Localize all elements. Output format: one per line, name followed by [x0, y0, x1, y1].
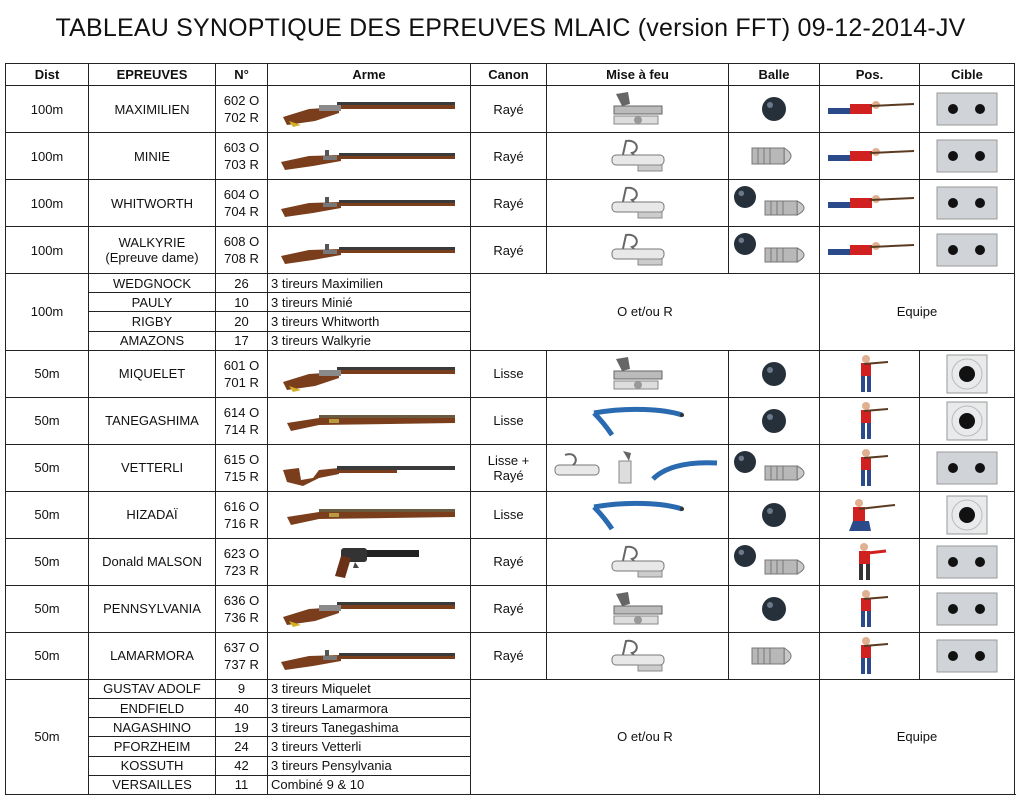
canon-type: Rayé	[493, 195, 524, 211]
single-target-icon	[946, 401, 988, 441]
target-cell	[920, 227, 1015, 274]
weapon-cell	[268, 632, 471, 679]
flintlock-rifle-icon	[279, 589, 459, 629]
event-numbers	[216, 350, 268, 397]
double-target-icon	[936, 92, 998, 126]
event-numbers	[216, 227, 268, 274]
percussion-rifle-icon	[279, 636, 459, 676]
position-cell	[820, 227, 920, 274]
ball-cell	[729, 350, 820, 397]
ignition-cell	[547, 397, 729, 444]
team-event-desc: 3 tireurs Walkyrie	[268, 331, 471, 350]
number-replica: 715 R	[224, 468, 259, 484]
number-original: 614 O	[223, 404, 260, 420]
canon-type: Lisse +	[487, 452, 530, 468]
percussion-icon	[608, 231, 668, 269]
position-cell	[820, 491, 920, 538]
team-event-desc: 3 tireurs Pensylvania	[268, 756, 471, 775]
team-canon: O et/ou R	[471, 679, 820, 794]
ball-and-bullet-icon	[731, 232, 817, 268]
position-cell	[820, 86, 920, 133]
distance: 100m	[6, 227, 89, 274]
double-target-icon	[936, 451, 998, 485]
ball-cell	[729, 86, 820, 133]
distance: 100m	[6, 86, 89, 133]
team-event-desc: Combiné 9 & 10	[268, 775, 471, 794]
number-original: 608 O	[223, 234, 260, 249]
weapon-cell	[268, 444, 471, 491]
event-name: PENNSYLVANIA	[103, 601, 201, 617]
event-name: MINIE	[133, 148, 171, 164]
team-event-number: 9	[216, 679, 268, 698]
ball-and-bullet-icon	[731, 544, 817, 580]
weapon-cell	[268, 538, 471, 585]
col-cible: Cible	[920, 64, 1015, 86]
minie-bullet-icon	[734, 638, 814, 674]
event-numbers	[216, 585, 268, 632]
team-event-number: 42	[216, 756, 268, 775]
event-row	[6, 444, 1015, 491]
event-name-cell	[89, 491, 216, 538]
team-canon: O et/ou R	[471, 274, 820, 351]
team-event-desc: 3 tireurs Minié	[268, 293, 471, 312]
prone-position-icon	[822, 188, 918, 218]
ignition-cell	[547, 585, 729, 632]
event-name-cell	[89, 350, 216, 397]
event-row	[6, 180, 1015, 227]
ball-and-bullet-icon	[731, 185, 817, 221]
distance: 50m	[6, 585, 89, 632]
team-event-name: GUSTAV ADOLF	[89, 679, 216, 698]
canon-type: Lisse	[493, 413, 524, 429]
number-replica: 723 R	[224, 562, 259, 578]
ball-cell	[729, 180, 820, 227]
number-original: 623 O	[223, 545, 260, 561]
canon-type: Rayé	[493, 601, 524, 617]
canon-type: Lisse	[493, 366, 524, 382]
ignition-cell	[547, 86, 729, 133]
canon-cell	[471, 538, 547, 585]
team-event-desc: 3 tireurs Tanegashima	[268, 718, 471, 737]
prone-position-icon	[822, 141, 918, 171]
team-event-name: NAGASHINO	[89, 718, 216, 737]
flintlock-icon	[608, 355, 668, 393]
event-name-cell	[89, 585, 216, 632]
event-name: MAXIMILIEN	[114, 101, 190, 117]
ball-cell	[729, 585, 820, 632]
team-event-number: 11	[216, 775, 268, 794]
header-row	[6, 64, 1015, 86]
col-epreuves: EPREUVES	[89, 64, 216, 86]
percussion-rifle-icon	[279, 136, 459, 176]
ignition-cell	[547, 180, 729, 227]
number-replica: 736 R	[224, 609, 259, 625]
weapon-cell	[268, 585, 471, 632]
event-row	[6, 632, 1015, 679]
event-name: TANEGASHIMA	[105, 413, 199, 429]
event-name: MIQUELET	[118, 366, 186, 382]
event-name: WHITWORTH	[110, 195, 194, 211]
target-cell	[920, 632, 1015, 679]
position-cell	[820, 632, 920, 679]
weapon-cell	[268, 133, 471, 180]
ball-cell	[729, 397, 820, 444]
weapon-cell	[268, 350, 471, 397]
number-original: 602 O	[223, 93, 260, 108]
distance: 50m	[6, 444, 89, 491]
number-original: 615 O	[223, 451, 260, 467]
double-target-icon	[936, 186, 998, 220]
team-row	[6, 679, 1015, 698]
number-original: 603 O	[223, 140, 260, 155]
schuetzen-rifle-icon	[279, 448, 459, 488]
prone-position-icon	[822, 235, 918, 265]
number-original: 637 O	[223, 639, 260, 655]
single-target-icon	[946, 354, 988, 394]
event-name: Donald MALSON	[102, 554, 202, 570]
canon-cell	[471, 444, 547, 491]
position-cell	[820, 133, 920, 180]
ignition-cell	[547, 491, 729, 538]
canon-type-2: Rayé	[493, 467, 524, 483]
event-numbers	[216, 397, 268, 444]
team-event-number: 20	[216, 312, 268, 331]
percussion-icon	[608, 637, 668, 675]
ball-cell	[729, 227, 820, 274]
position-cell	[820, 444, 920, 491]
number-replica: 708 R	[224, 251, 259, 266]
revolver-icon	[279, 542, 459, 582]
canon-type: Rayé	[493, 242, 524, 258]
canon-cell	[471, 585, 547, 632]
kneeling-position-icon	[843, 495, 897, 535]
flintlock-icon	[608, 590, 668, 628]
event-name: VETTERLI	[120, 460, 184, 476]
event-numbers	[216, 632, 268, 679]
distance: 50m	[6, 538, 89, 585]
team-event-desc: 3 tireurs Miquelet	[268, 679, 471, 698]
team-event-number: 19	[216, 718, 268, 737]
target-cell	[920, 444, 1015, 491]
ball-cell	[729, 491, 820, 538]
event-name-cell	[89, 444, 216, 491]
team-event-name: RIGBY	[89, 312, 216, 331]
percussion-icon	[608, 137, 668, 175]
ignition-cell	[547, 350, 729, 397]
event-row	[6, 86, 1015, 133]
team-row	[6, 274, 1015, 293]
ignition-cell	[547, 227, 729, 274]
col-mise-a-feu: Mise à feu	[547, 64, 729, 86]
standing-position-icon	[850, 589, 890, 629]
flintlock-rifle-icon	[279, 89, 459, 129]
number-replica: 716 R	[224, 515, 259, 531]
canon-cell	[471, 86, 547, 133]
page-title: TABLEAU SYNOPTIQUE DES EPREUVES MLAIC (version FFT) 09-12-2014-JV	[55, 14, 966, 42]
canon-cell	[471, 632, 547, 679]
double-target-icon	[936, 233, 998, 267]
event-numbers	[216, 86, 268, 133]
matchcord-icon	[588, 405, 688, 437]
weapon-cell	[268, 86, 471, 133]
target-cell	[920, 538, 1015, 585]
event-row	[6, 133, 1015, 180]
target-cell	[920, 585, 1015, 632]
double-target-icon	[936, 639, 998, 673]
position-cell	[820, 585, 920, 632]
distance: 50m	[6, 350, 89, 397]
flintlock-icon	[608, 90, 668, 128]
percussion-rifle-icon	[279, 230, 459, 270]
distance: 50m	[6, 679, 89, 794]
event-row	[6, 538, 1015, 585]
ignition-cell	[547, 538, 729, 585]
event-row	[6, 227, 1015, 274]
canon-type: Rayé	[493, 554, 524, 570]
distance: 50m	[6, 632, 89, 679]
matchlock-icon	[279, 401, 459, 441]
team-event-name: PFORZHEIM	[89, 737, 216, 756]
number-replica: 701 R	[224, 374, 259, 390]
matchlock-icon	[279, 495, 459, 535]
col-balle: Balle	[729, 64, 820, 86]
event-row	[6, 585, 1015, 632]
ignition-cell	[547, 133, 729, 180]
canon-cell	[471, 133, 547, 180]
canon-cell	[471, 397, 547, 444]
double-target-icon	[936, 592, 998, 626]
standing-position-icon	[850, 448, 890, 488]
ignition-cell	[547, 632, 729, 679]
team-event-number: 17	[216, 331, 268, 350]
number-replica: 737 R	[224, 656, 259, 672]
canon-type: Lisse	[493, 507, 524, 523]
event-name: HIZADAÏ	[126, 507, 178, 523]
distance: 50m	[6, 397, 89, 444]
team-event-name: WEDGNOCK	[89, 274, 216, 293]
position-cell	[820, 350, 920, 397]
number-replica: 703 R	[224, 157, 259, 172]
round-ball-icon	[734, 497, 814, 533]
number-original: 601 O	[223, 357, 260, 373]
event-name-cell	[89, 397, 216, 444]
col-dist: Dist	[6, 64, 89, 86]
target-cell	[920, 397, 1015, 444]
percussion-icon	[608, 184, 668, 222]
team-event-number: 10	[216, 293, 268, 312]
matchcord-icon	[588, 499, 688, 531]
double-target-icon	[936, 545, 998, 579]
weapon-cell	[268, 180, 471, 227]
weapon-cell	[268, 227, 471, 274]
event-numbers	[216, 133, 268, 180]
number-original: 616 O	[223, 498, 260, 514]
event-subtitle: (Epreuve dame)	[105, 250, 199, 265]
prone-position-icon	[822, 94, 918, 124]
percussion-rifle-icon	[279, 183, 459, 223]
ball-cell	[729, 133, 820, 180]
percussion-icon	[608, 543, 668, 581]
weapon-cell	[268, 397, 471, 444]
team-label: Equipe	[820, 679, 1015, 794]
team-event-desc: 3 tireurs Vetterli	[268, 737, 471, 756]
ball-and-bullet-icon	[731, 450, 817, 486]
ball-cell	[729, 444, 820, 491]
col-num: N°	[216, 64, 268, 86]
target-cell	[920, 86, 1015, 133]
round-ball-icon	[734, 356, 814, 392]
standing-position-icon	[850, 636, 890, 676]
target-cell	[920, 350, 1015, 397]
pistol-position-icon	[850, 542, 890, 582]
team-event-desc: 3 tireurs Lamarmora	[268, 698, 471, 717]
col-arme: Arme	[268, 64, 471, 86]
canon-type: Rayé	[493, 648, 524, 664]
team-event-desc: 3 tireurs Whitworth	[268, 312, 471, 331]
team-event-number: 40	[216, 698, 268, 717]
position-cell	[820, 538, 920, 585]
distance: 100m	[6, 133, 89, 180]
distance: 100m	[6, 274, 89, 351]
canon-cell	[471, 180, 547, 227]
event-name: WALKYRIE	[118, 235, 186, 250]
position-cell	[820, 180, 920, 227]
canon-type: Rayé	[493, 148, 524, 164]
single-target-icon	[946, 495, 988, 535]
team-event-name: KOSSUTH	[89, 756, 216, 775]
round-ball-icon	[734, 403, 814, 439]
team-event-name: VERSAILLES	[89, 775, 216, 794]
event-numbers	[216, 180, 268, 227]
canon-cell	[471, 227, 547, 274]
event-name: LAMARMORA	[110, 648, 194, 664]
team-event-name: ENDFIELD	[89, 698, 216, 717]
number-replica: 702 R	[224, 110, 259, 125]
event-row	[6, 397, 1015, 444]
team-label: Equipe	[820, 274, 1015, 351]
number-original: 636 O	[223, 592, 260, 608]
weapon-cell	[268, 491, 471, 538]
standing-position-icon	[850, 354, 890, 394]
event-name-cell	[89, 133, 216, 180]
event-numbers	[216, 444, 268, 491]
team-event-desc: 3 tireurs Maximilien	[268, 274, 471, 293]
team-event-name: AMAZONS	[89, 331, 216, 350]
event-numbers	[216, 491, 268, 538]
canon-type: Rayé	[493, 101, 524, 117]
canon-cell	[471, 350, 547, 397]
flintlock-rifle-icon	[279, 354, 459, 394]
event-numbers	[216, 538, 268, 585]
distance: 50m	[6, 491, 89, 538]
team-event-number: 26	[216, 274, 268, 293]
event-name-cell	[89, 86, 216, 133]
col-canon: Canon	[471, 64, 547, 86]
event-row	[6, 350, 1015, 397]
event-name-cell	[89, 538, 216, 585]
events-table	[5, 63, 1015, 795]
distance: 100m	[6, 180, 89, 227]
team-event-number: 24	[216, 737, 268, 756]
event-name-cell	[89, 632, 216, 679]
number-replica: 704 R	[224, 204, 259, 219]
canon-cell	[471, 491, 547, 538]
ignition-cell	[547, 444, 729, 491]
number-replica: 714 R	[224, 421, 259, 437]
double-target-icon	[936, 139, 998, 173]
target-cell	[920, 491, 1015, 538]
event-row	[6, 491, 1015, 538]
number-original: 604 O	[223, 187, 260, 202]
flint-percussion-match-icon	[553, 449, 723, 487]
col-pos: Pos.	[820, 64, 920, 86]
ball-cell	[729, 632, 820, 679]
team-event-name: PAULY	[89, 293, 216, 312]
ball-cell	[729, 538, 820, 585]
round-ball-icon	[734, 91, 814, 127]
target-cell	[920, 133, 1015, 180]
round-ball-icon	[734, 591, 814, 627]
minie-bullet-icon	[734, 138, 814, 174]
event-name-cell	[89, 227, 216, 274]
event-name-cell	[89, 180, 216, 227]
target-cell	[920, 180, 1015, 227]
position-cell	[820, 397, 920, 444]
standing-position-icon	[850, 401, 890, 441]
